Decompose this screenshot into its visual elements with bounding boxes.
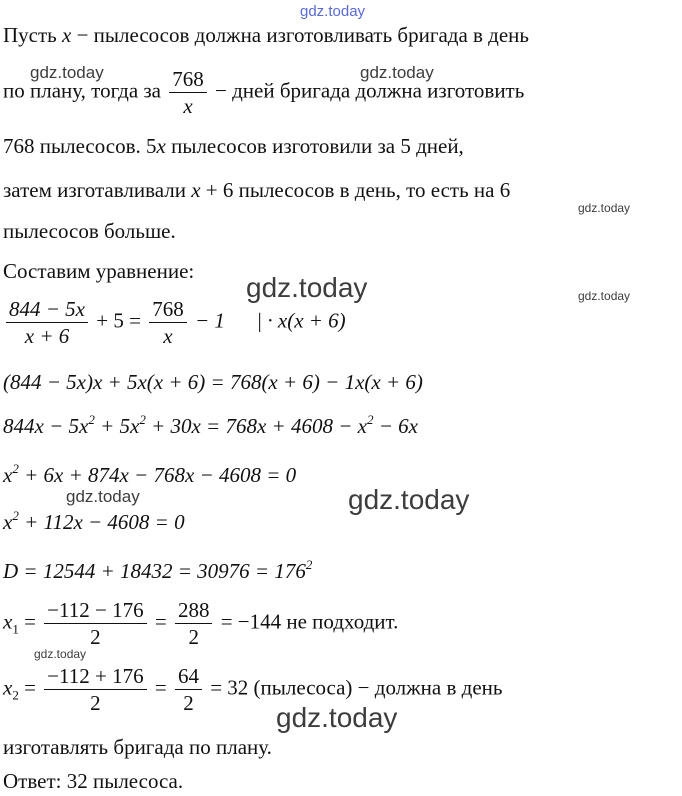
text-line-1: Пусть x − пылесосов должна изготовливать бригада в день — [3, 23, 530, 47]
equation-discriminant: $D = 12544 + 18432 = 30976 = 176^2$ — [3, 557, 313, 583]
fraction-768-over-x-eq: $\frac{768}{x}$ — [149, 296, 187, 349]
answer-line: Ответ: 32 пылесоса. — [3, 769, 184, 793]
text-line-6: Составим уравнение: — [3, 259, 195, 283]
equation-5: $x^2 + 112x - 4608 = 0$ — [3, 508, 185, 534]
equation-root-1: $x_1$ = $\frac{-112 - 176}{2}$ = $\frac{288}{2}$ = −144 не подходит. — [3, 598, 399, 649]
watermark: gdz.today — [360, 63, 434, 82]
text-line-4: затем изготавливали x + 6 пылесосов в день, то есть на 6 — [3, 178, 511, 202]
fraction-root2-formula: $\frac{-112 + 176}{2}$ — [44, 663, 146, 716]
text-line-9: изготавлять бригада по плану. — [3, 735, 272, 759]
watermark: gdz.today — [30, 63, 104, 82]
fraction-64-over-2: $\frac{64}{2}$ — [175, 663, 202, 716]
fraction-844-5x-over-x6: $\frac{844 - 5x}{x + 6}$ — [6, 296, 88, 349]
watermark: gdz.today — [66, 487, 140, 506]
watermark: gdz.today — [300, 3, 366, 20]
watermark: gdz.today — [348, 484, 470, 515]
watermark: gdz.today — [34, 647, 87, 661]
fraction-768-over-x: $\frac{768}{x}$ — [169, 66, 207, 119]
equation-1: $\frac{844 - 5x}{x + 6}$ + 5 = $\frac{768}{x}$ − 1 | · x(x + 6) — [3, 296, 346, 349]
equation-root-2: $x_2$ = $\frac{-112 + 176}{2}$ = $\frac{64}{2}$ = 32 (пылесоса) − должна в день — [3, 664, 503, 715]
text-line-3: 768 пылесосов. 5x пылесосов изготовили за 5 дней, — [3, 134, 464, 158]
text-line-5: пылесосов больше. — [3, 219, 176, 243]
watermark: gdz.today — [276, 702, 398, 733]
equation-4: $x^2 + 6x + 874x - 768x - 4608 = 0$ — [3, 461, 297, 487]
text-line-2: по плану, тогда за $\frac{768}{x}$ − дней бригада должна изготовить — [3, 67, 525, 118]
fraction-288-over-2: $\frac{288}{2}$ — [175, 597, 213, 650]
equation-3: $844x - 5x^2 + 5x^2 + 30x = 768x + 4608 - x^2 - 6x$ — [3, 412, 418, 438]
watermark: gdz.today — [578, 289, 631, 303]
watermark: gdz.today — [246, 272, 368, 303]
watermark: gdz.today — [578, 201, 631, 215]
equation-2: (844 − 5x)x + 5x(x + 6) = 768(x + 6) − 1x(x + 6) — [3, 370, 423, 394]
fraction-root1-formula: $\frac{-112 - 176}{2}$ — [44, 597, 146, 650]
